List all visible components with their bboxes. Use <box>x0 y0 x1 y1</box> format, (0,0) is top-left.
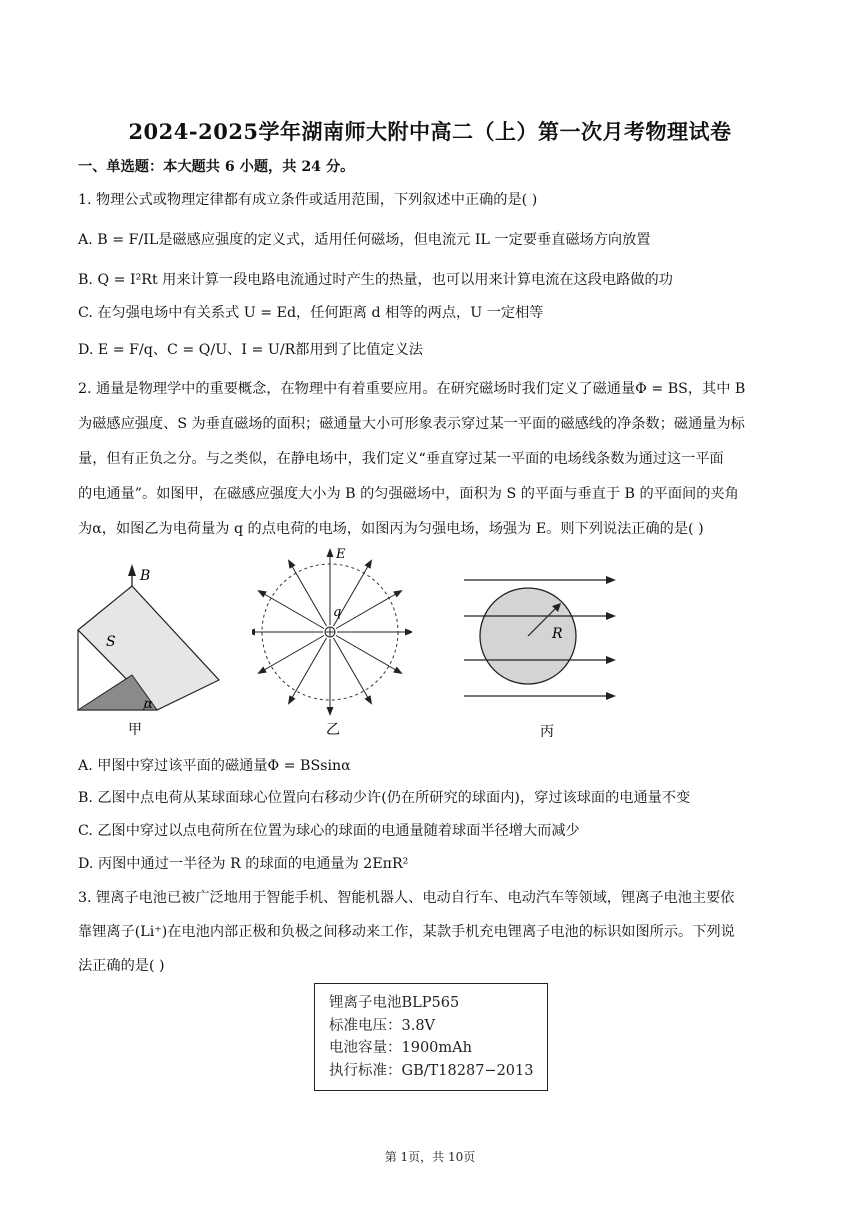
jia-s-label: S <box>106 634 116 650</box>
field-line-arrowhead <box>327 548 334 557</box>
field-line <box>261 636 324 673</box>
field-line-arrowhead <box>288 559 296 569</box>
q1-option-a: A. B = F/IL是磁感应强度的定义式，适用任何磁场，但电流元 IL 一定要垂直磁场方向放置 <box>78 232 651 248</box>
q2-stem-line-5: 为α，如图乙为电荷量为 q 的点电荷的电场，如图丙为匀强电场，场强为 E。则下列说法正确的是( ) <box>78 521 704 537</box>
q1-option-b: B. Q = I²Rt 用来计算一段电路电流通过时产生的热量，也可以用来计算电流在这段电路做的功 <box>78 272 673 288</box>
field-line <box>336 592 399 629</box>
q2-option-b: B. 乙图中点电荷从某球面球心位置向右移动少许(仍在所研究的球面内)，穿过该球面的电通量不变 <box>78 790 691 806</box>
fig-label-yi: 乙 <box>326 722 340 738</box>
field-line-arrowhead <box>393 590 403 598</box>
q2-stem-line-1: 2. 通量是物理学中的重要概念，在物理中有着重要应用。在研究磁场时我们定义了磁通量Φ = BS，其中 B <box>78 381 746 397</box>
field-line-arrowhead <box>252 629 255 636</box>
field-line-arrowhead <box>257 666 267 674</box>
q3-stem-line-3: 法正确的是( ) <box>78 958 165 974</box>
q2-option-d: D. 丙图中通过一半径为 R 的球面的电通量为 2EπR² <box>78 856 409 872</box>
battery-label-box <box>314 983 548 1091</box>
field-line-arrowhead <box>327 707 334 716</box>
field-line <box>334 638 371 701</box>
battery-capacity: 电池容量：1900mAh <box>329 1040 472 1056</box>
battery-standard: 执行标准：GB/T18287−2013 <box>329 1062 534 1079</box>
fig-label-jia: 甲 <box>128 722 142 738</box>
q2-stem-line-2: 为磁感应强度、S 为垂直磁场的面积；磁通量大小可形象表示穿过某一平面的磁感线的净条数；磁通量为标 <box>78 416 745 432</box>
page-footer: 第 1页，共 10页 <box>384 1150 476 1164</box>
field-line <box>336 636 399 673</box>
fig-label-bing: 丙 <box>540 724 554 740</box>
yi-e-label: E <box>336 547 346 562</box>
bing-r-label: R <box>552 626 563 642</box>
battery-voltage: 标准电压：3.8V <box>329 1017 436 1034</box>
field-line <box>290 563 327 626</box>
exam-title: 2024-2025学年湖南师大附中高二（上）第一次月考物理试卷 <box>128 119 732 144</box>
field-line-arrowhead <box>393 666 403 674</box>
q2-option-c: C. 乙图中穿过以点电荷所在位置为球心的球面的电通量随着球面半径增大而减少 <box>78 823 580 839</box>
figure-bing <box>458 560 618 742</box>
field-line-arrowhead <box>257 590 267 598</box>
battery-model: 锂离子电池BLP565 <box>329 995 460 1011</box>
field-line-arrowhead <box>405 629 412 636</box>
q1-option-c: C. 在匀强电场中有关系式 U = Ed，任何距离 d 相等的两点，U 一定相等 <box>78 305 544 321</box>
q2-option-a: A. 甲图中穿过该平面的磁通量Φ = BSsinα <box>78 758 351 774</box>
yi-q-label: q <box>333 605 342 620</box>
section-heading: 一、单选题：本大题共 6 小题，共 24 分。 <box>78 159 355 175</box>
q3-stem-line-2: 靠锂离子(Li⁺)在电池内部正极和负极之间移动来工作，某款手机充电锂离子电池的标识如图所示。下列说 <box>78 924 735 940</box>
field-line <box>261 592 324 629</box>
q2-stem-line-3: 量，但有正负之分。与之类似，在静电场中，我们定义“垂直穿过某一平面的电场线条数为通过这一平面 <box>78 451 724 467</box>
figure-jia <box>72 560 232 738</box>
q3-stem-line-1: 3. 锂离子电池已被广泛地用于智能手机、智能机器人、电动自行车、电动汽车等领域，锂离子电池主要依 <box>78 890 735 906</box>
jia-alpha-label: α <box>144 697 153 712</box>
jia-b-label: B <box>140 568 151 584</box>
q1-stem: 1. 物理公式或物理定律都有成立条件或适用范围，下列叙述中正确的是( ) <box>78 192 538 208</box>
field-line-arrowhead <box>288 695 296 705</box>
q1-option-d: D. E = F/q、C = Q/U、I = U/R都用到了比值定义法 <box>78 342 423 358</box>
figure-yi <box>252 546 412 742</box>
field-line <box>290 638 327 701</box>
field-line-arrowhead <box>364 559 372 569</box>
q2-stem-line-4: 的电通量”。如图甲，在磁感应强度大小为 B 的匀强磁场中，面积为 S 的平面与垂直于 B 的平面间的夹角 <box>78 486 739 502</box>
field-line-arrowhead <box>364 695 372 705</box>
